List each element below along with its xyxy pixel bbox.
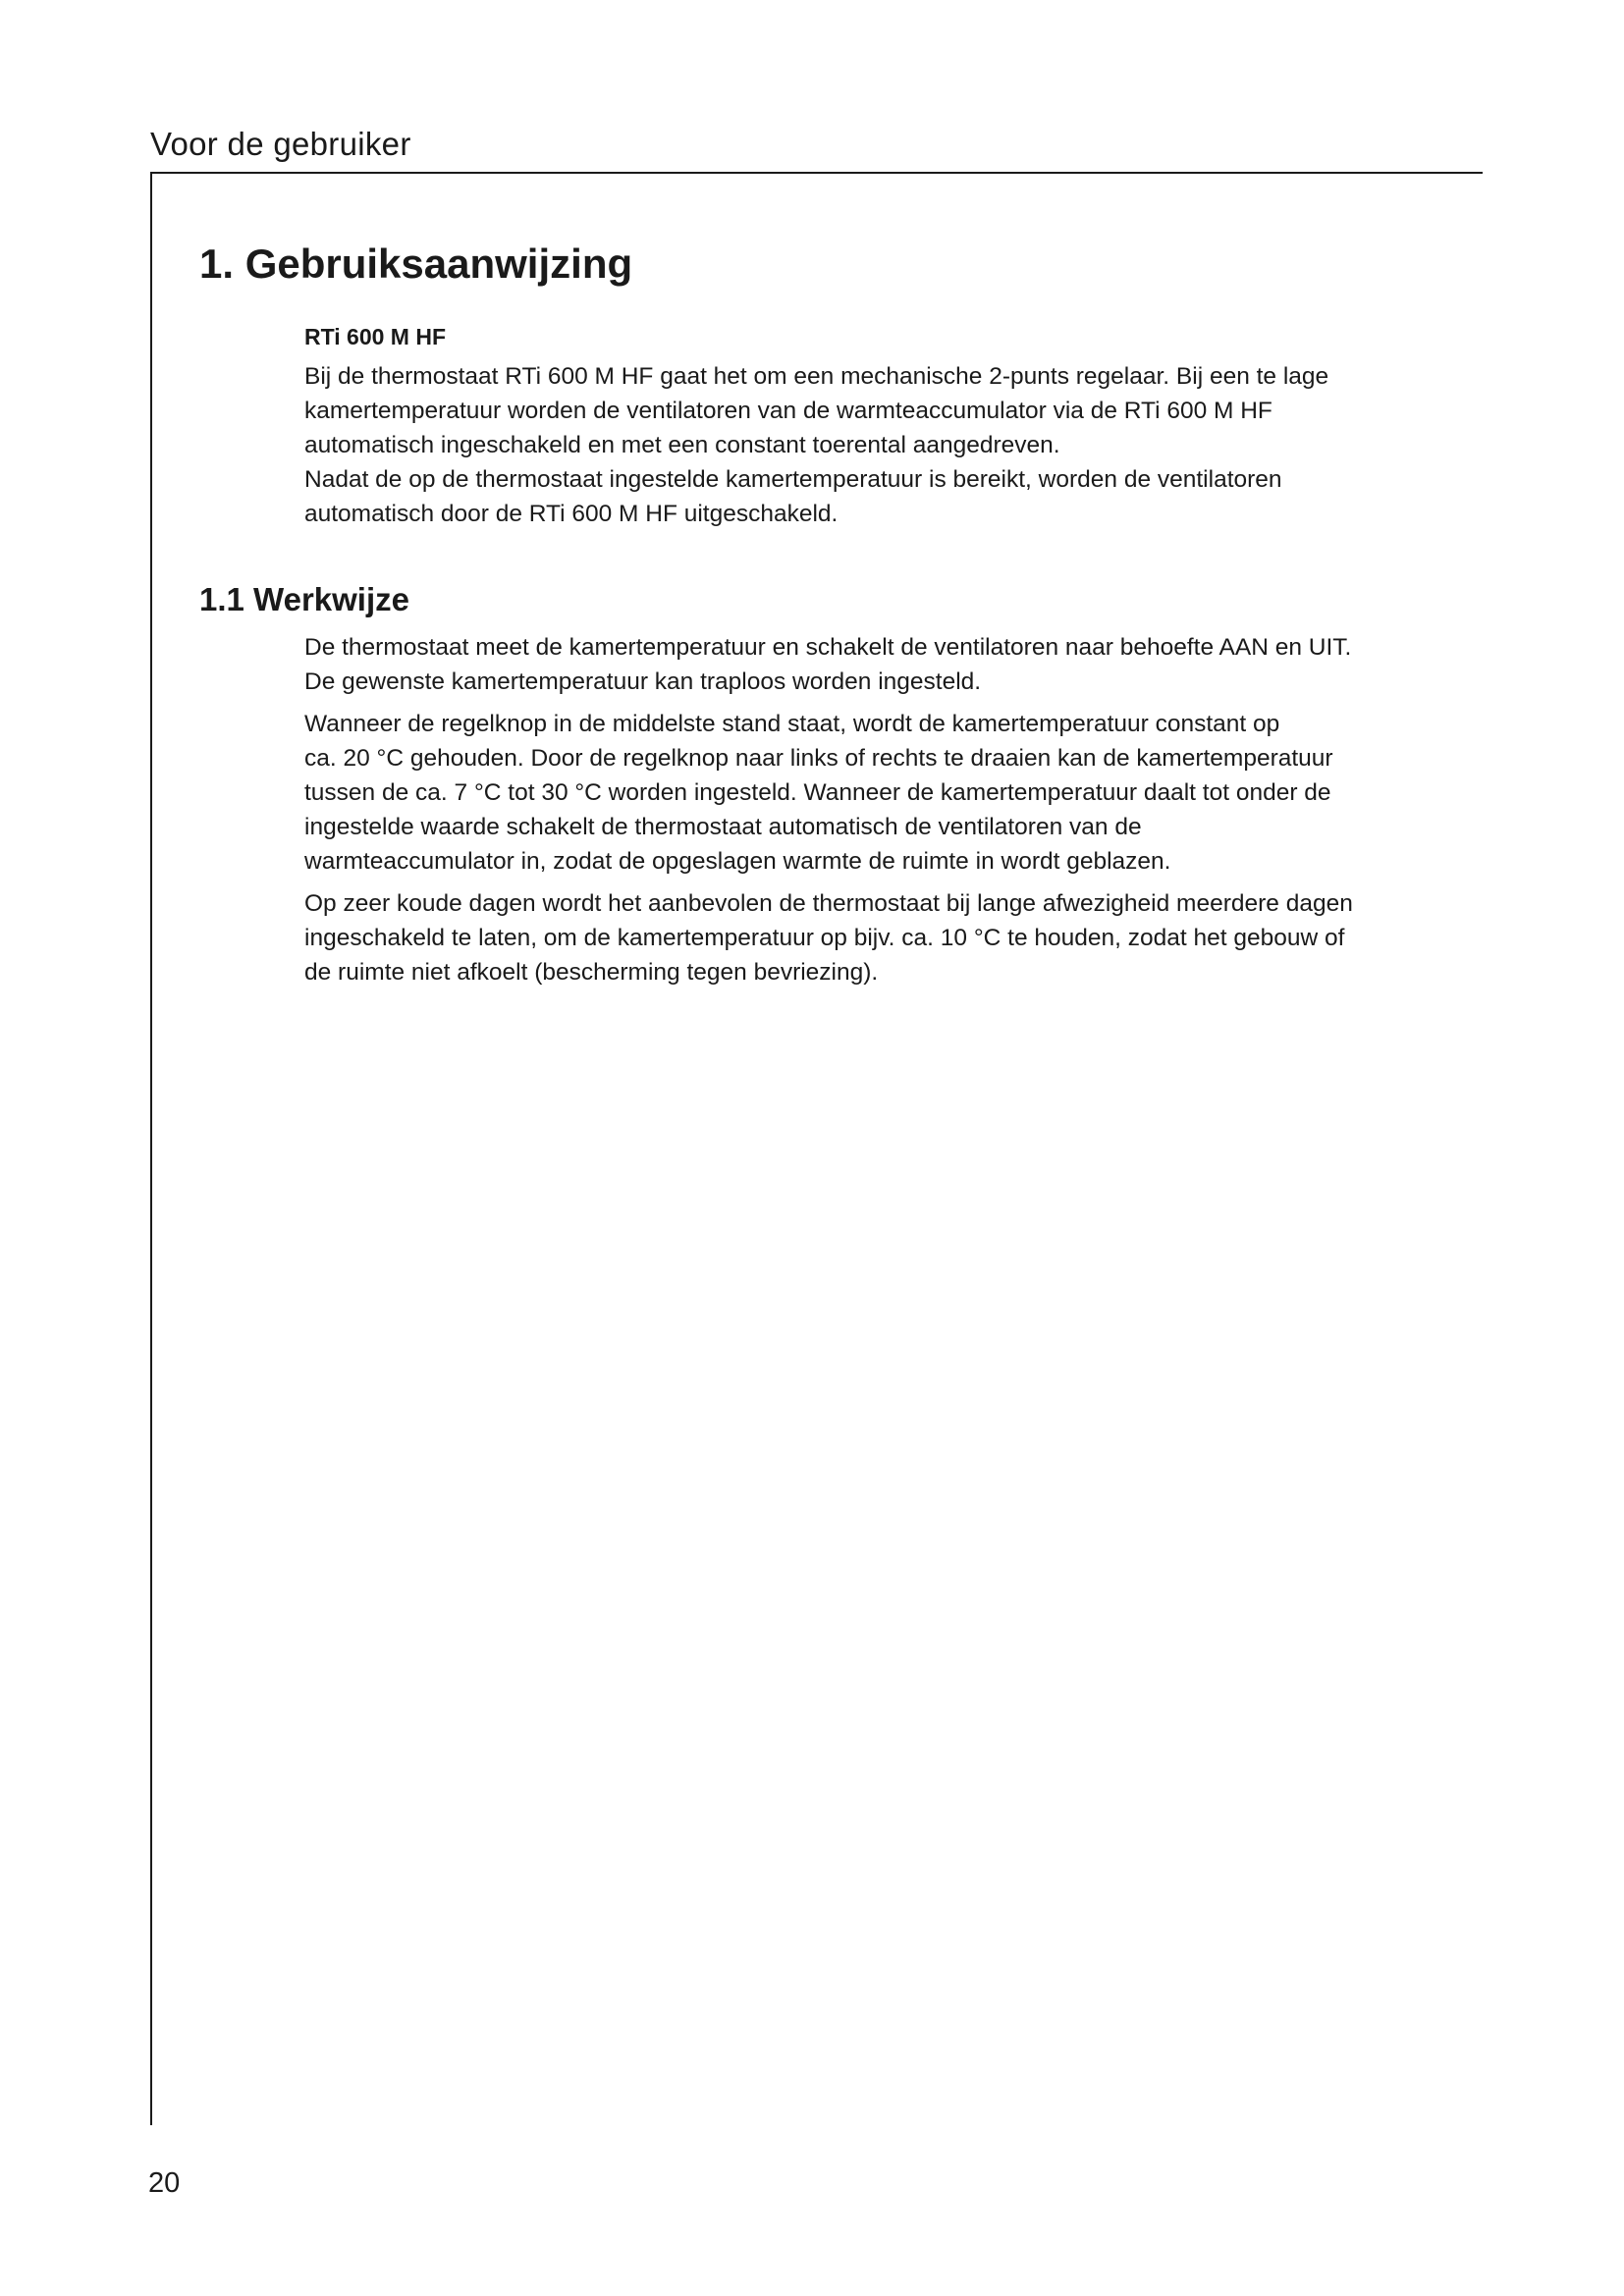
intro-paragraph — [304, 359, 1443, 462]
werkwijze-paragraph — [304, 630, 1443, 699]
werkwijze-paragraph — [304, 886, 1443, 989]
text-line: Bij de thermostaat RTi 600 M HF gaat het om een mechanische 2-punts regelaar. Bij een te lage — [304, 363, 1329, 390]
werkwijze-paragraph — [304, 707, 1443, 879]
text-line: ingestelde waarde schakelt de thermostaat automatisch de ventilatoren van de — [304, 814, 1142, 840]
left-margin-rule — [150, 172, 152, 2125]
text-line: ingeschakeld te laten, om de kamertemperatuur op bijv. ca. 10 °C te houden, zodat het gebouw of — [304, 925, 1345, 951]
text-line: De gewenste kamertemperatuur kan traploos worden ingesteld. — [304, 668, 982, 695]
text-line: Op zeer koude dagen wordt het aanbevolen de thermostaat bij lange afwezigheid meerdere dagen — [304, 890, 1353, 917]
text-line: automatisch door de RTi 600 M HF uitgeschakeld. — [304, 501, 839, 527]
text-line: de ruimte niet afkoelt (bescherming tegen bevriezing). — [304, 959, 879, 986]
text-line: Wanneer de regelknop in de middelste stand staat, wordt de kamertemperatuur constant op — [304, 711, 1280, 737]
model-subheading: RTi 600 M HF — [304, 324, 446, 349]
text-line: kamertemperatuur worden de ventilatoren van de warmteaccumulator via de RTi 600 M HF — [304, 398, 1272, 424]
page-number: 20 — [148, 2167, 181, 2199]
chapter-title: 1. Gebruiksaanwijzing — [199, 240, 633, 287]
running-header: Voor de gebruiker — [150, 126, 411, 162]
text-line: tussen de ca. 7 °C tot 30 °C worden ingesteld. Wanneer de kamertemperatuur daalt tot onder de — [304, 779, 1331, 806]
text-line: automatisch ingeschakeld en met een constant toerental aangedreven. — [304, 432, 1060, 458]
intro-paragraph — [304, 462, 1443, 531]
header-rule — [150, 172, 1483, 174]
text-line: warmteaccumulator in, zodat de opgeslagen warmte de ruimte in wordt geblazen. — [304, 848, 1171, 875]
section-title: 1.1 Werkwijze — [199, 581, 410, 617]
text-line: Nadat de op de thermostaat ingestelde kamertemperatuur is bereikt, worden de ventilatoren — [304, 466, 1282, 493]
werkwijze-block — [304, 630, 1443, 989]
intro-block — [304, 320, 1443, 531]
text-line: De thermostaat meet de kamertemperatuur en schakelt de ventilatoren naar behoefte AAN en UIT. — [304, 634, 1352, 661]
text-line: ca. 20 °C gehouden. Door de regelknop naar links of rechts te draaien kan de kamertemperatuur — [304, 745, 1333, 772]
